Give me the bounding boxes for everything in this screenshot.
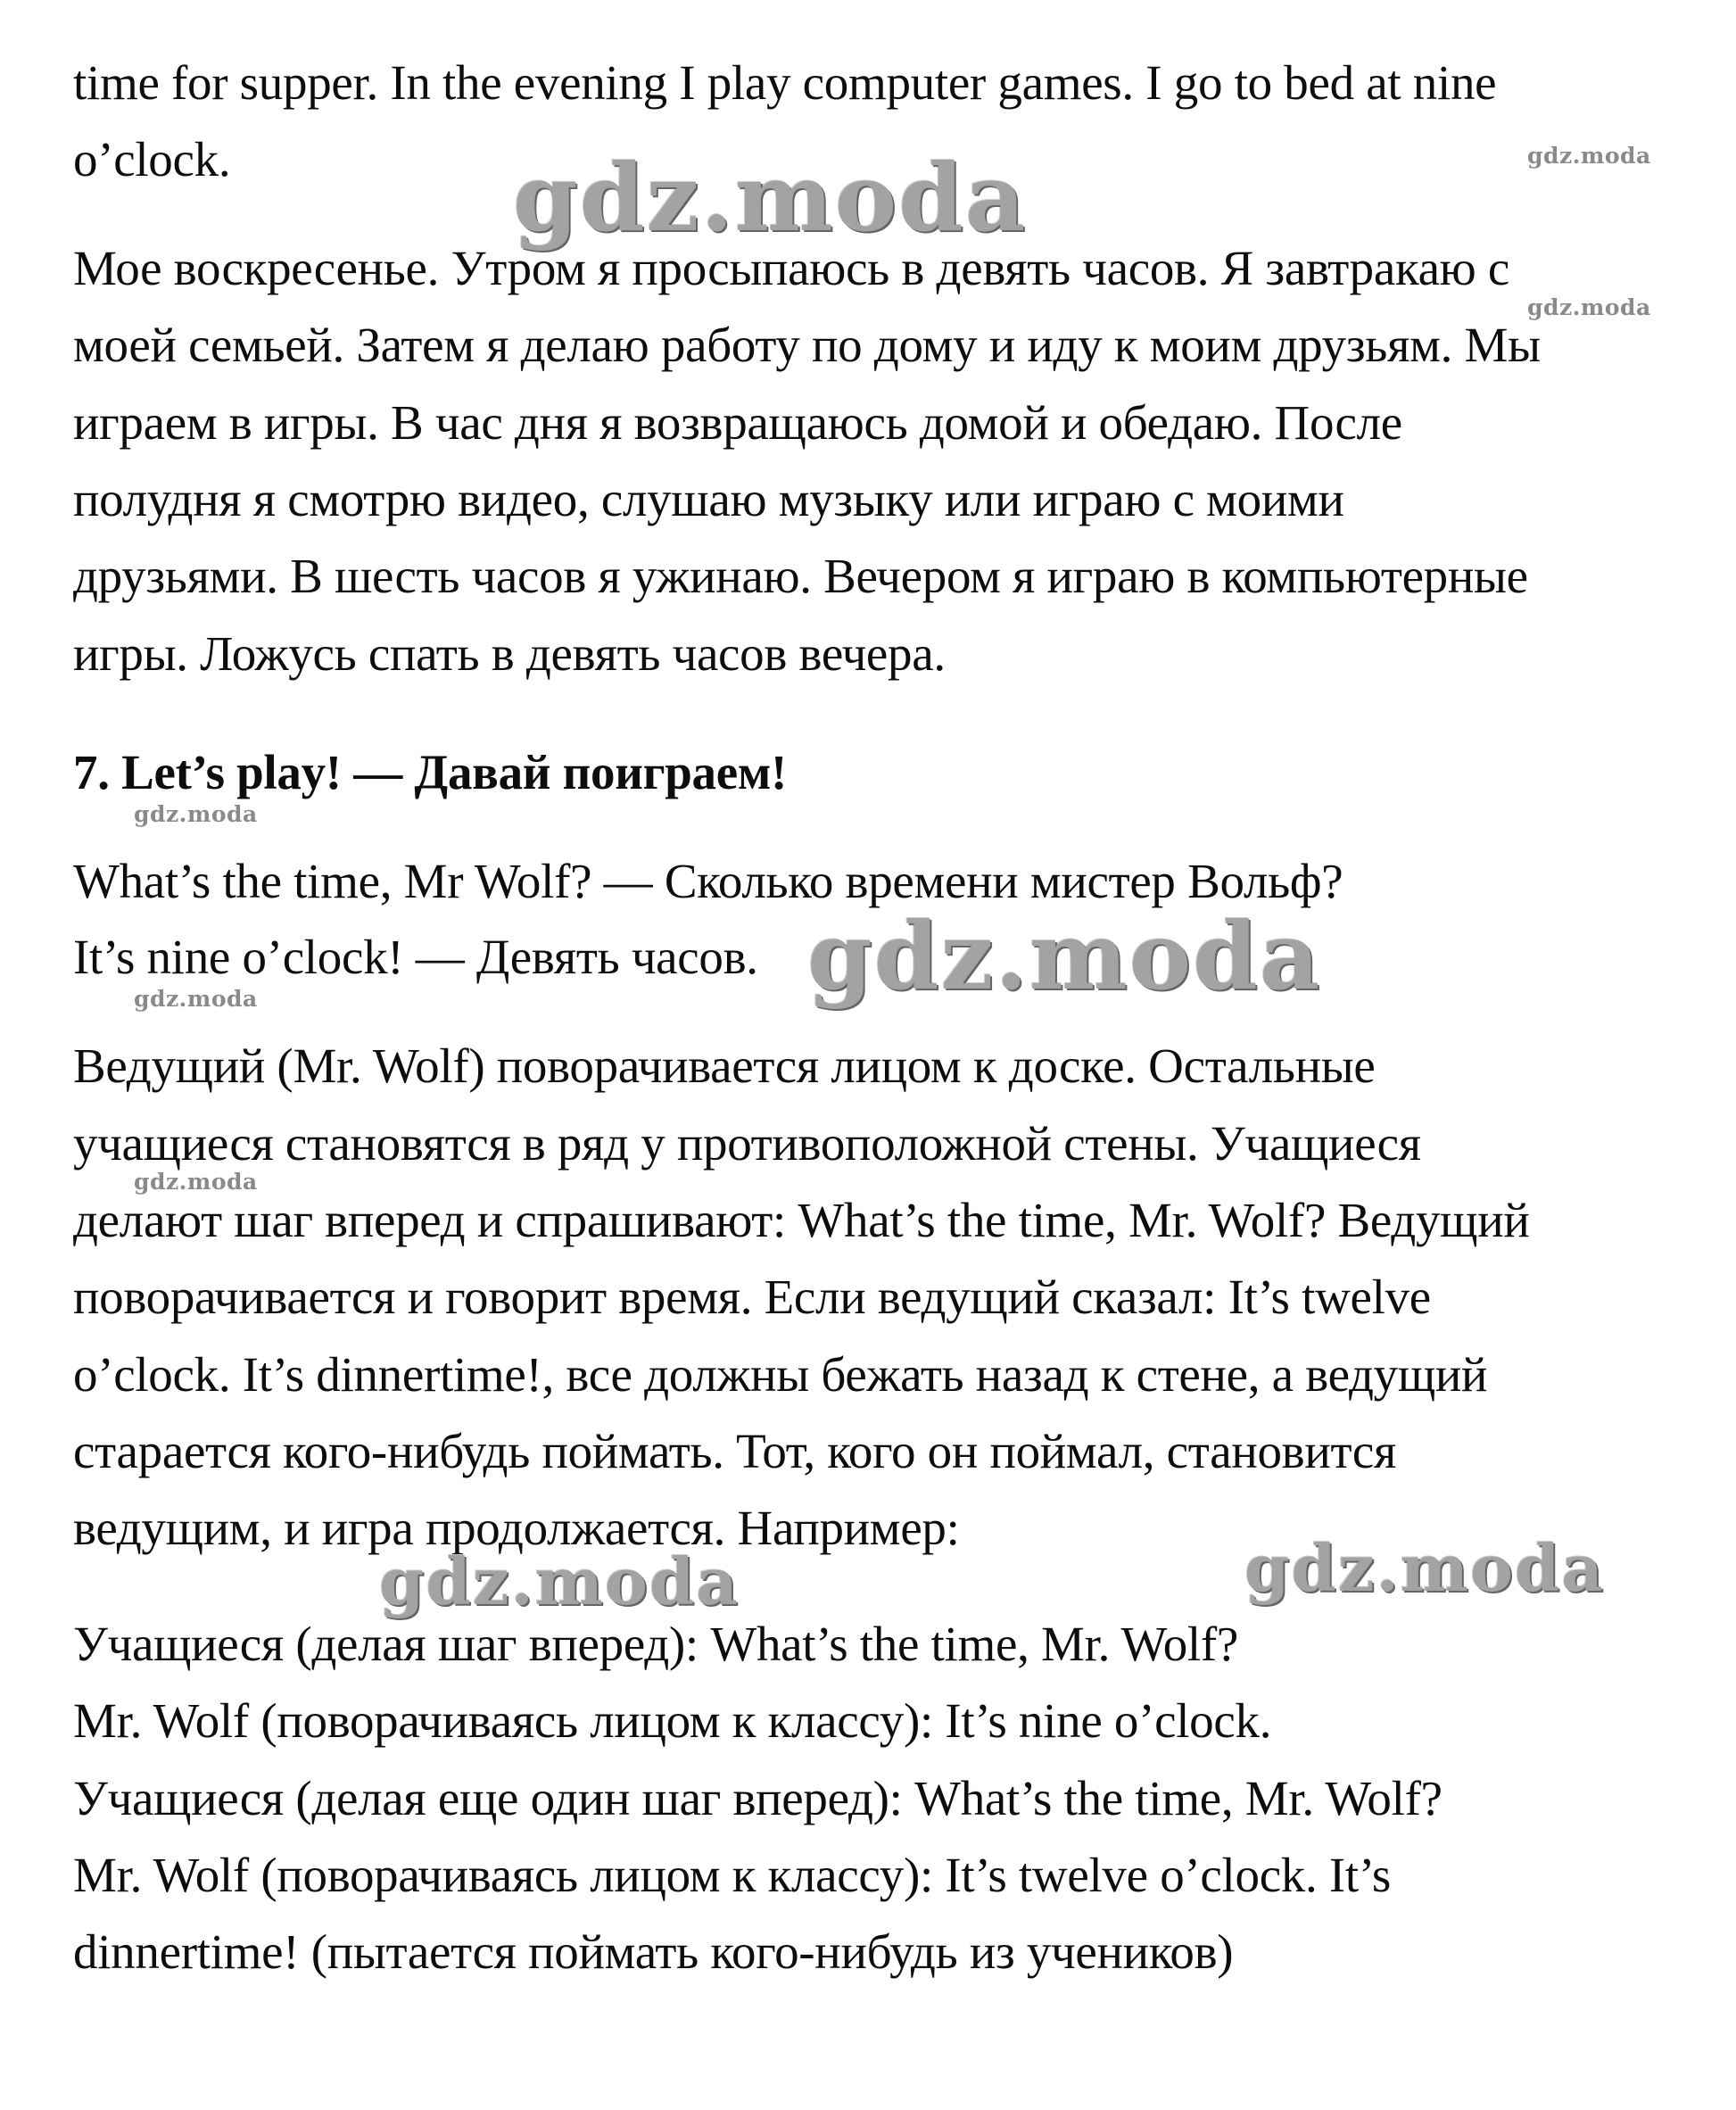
watermark-text: gdz.moda (134, 986, 258, 1012)
watermark-logo: gdz.moda (1244, 1530, 1605, 1606)
dialogue-line: What’s the time, Mr Wolf? — Сколько времени мистер Вольф? (73, 854, 1343, 908)
rules-line: ведущим, и игра продолжается. Например: (73, 1501, 960, 1555)
watermark-text: gdz.moda (1527, 294, 1651, 320)
rules-line: старается кого-нибудь поймать. Тот, кого он поймал, становится (73, 1424, 1396, 1478)
watermark-logo: gdz.moda (513, 143, 1028, 252)
rules-line: o’clock. It’s dinnertime!, все должны бежать назад к стене, а ведущий (73, 1347, 1488, 1402)
rules-line: Ведущий (Mr. Wolf) поворачивается лицом к доске. Остальные (73, 1038, 1376, 1093)
english-text-line: o’clock. (73, 132, 231, 186)
russian-translation-line: игры. Ложусь спать в девять часов вечера. (73, 626, 946, 681)
watermark-logo: gdz.moda (379, 1543, 740, 1619)
russian-translation-line: моей семьей. Затем я делаю работу по дому и иду к моим друзьям. Мы (73, 318, 1541, 372)
watermark-text: gdz.moda (134, 1169, 258, 1195)
rules-line: поворачивается и говорит время. Если ведущий сказал: It’s twelve (73, 1270, 1431, 1324)
example-line: Mr. Wolf (поворачиваясь лицом к классу): It’s nine o’clock. (73, 1693, 1272, 1748)
russian-translation-line: играем в игры. В час дня я возвращаюсь домой и обедаю. После (73, 395, 1402, 450)
section-heading: 7. Let’s play! — Давай поиграем! (73, 745, 788, 799)
watermark-logo: gdz.moda (807, 901, 1322, 1011)
russian-translation-line: друзьями. В шесть часов я ужинаю. Вечером я играю в компьютерные (73, 549, 1528, 603)
example-line: Mr. Wolf (поворачиваясь лицом к классу): It’s twelve o’clock. It’s (73, 1848, 1391, 1902)
dialogue-line: It’s nine o’clock! — Девять часов. (73, 930, 758, 984)
rules-line: делают шаг вперед и спрашивают: What’s the time, Mr. Wolf? Ведущий (73, 1193, 1530, 1247)
watermark-text: gdz.moda (1527, 143, 1651, 169)
russian-translation-line: полудня я смотрю видео, слушаю музыку или играю с моими (73, 472, 1344, 526)
example-line: dinnertime! (пытается поймать кого-нибудь из учеников) (73, 1924, 1234, 1979)
rules-line: учащиеся становятся в ряд у противоположной стены. Учащиеся (73, 1116, 1421, 1171)
example-line: Учащиеся (делая шаг вперед): What’s the time, Mr. Wolf? (73, 1617, 1238, 1671)
watermark-text: gdz.moda (134, 801, 258, 827)
english-text-line: time for supper. In the evening I play computer games. I go to bed at nine (73, 55, 1497, 110)
example-line: Учащиеся (делая еще один шаг вперед): What’s the time, Mr. Wolf? (73, 1771, 1443, 1825)
russian-translation-line: Мое воскресенье. Утром я просыпаюсь в девять часов. Я завтракаю с (73, 241, 1510, 295)
